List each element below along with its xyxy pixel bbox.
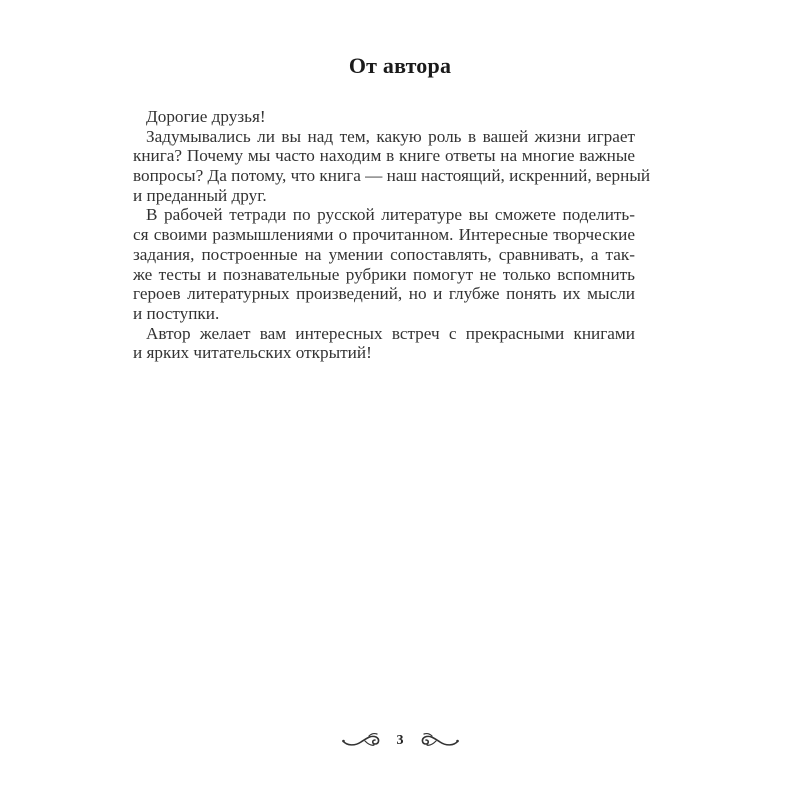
text-line: книга? Почему мы часто находим в книге ответы на многие важные [133,146,635,166]
page-footer [0,728,800,754]
text-line: вопросы? Да потому, что книга — наш настоящий, искренний, верный [133,166,651,186]
text-line: и ярких читательских открытий! [133,343,372,363]
flourish-ornament-right-icon [418,732,460,750]
text-line: задания, построенные на умении сопоставлять, сравнивать, а так- [133,244,635,264]
page-title: От автора [348,53,452,78]
text-line: Задумывались ли вы над тем, какую роль в вашей жизни играет [146,126,635,146]
body-text [133,107,651,363]
text-line: Дорогие друзья! [146,107,266,126]
text-line: ся своими размышлениями о прочитанном. Интересные творческие [133,225,635,245]
text-line: Автор желает вам интересных встреч с прекрасными книгами [146,323,635,343]
text-line: и поступки. [133,303,220,323]
page-number: 3 [396,733,404,748]
text-line: В рабочей тетради по русской литературе вы сможете поделить- [146,205,635,225]
text-line: героев литературных произведений, но и глубже понять их мысли [133,284,635,304]
flourish-ornament-left-icon [341,732,383,750]
text-line: же тесты и познавательные рубрики помогут не только вспомнить [133,264,635,284]
text-line: и преданный друг. [133,185,267,205]
